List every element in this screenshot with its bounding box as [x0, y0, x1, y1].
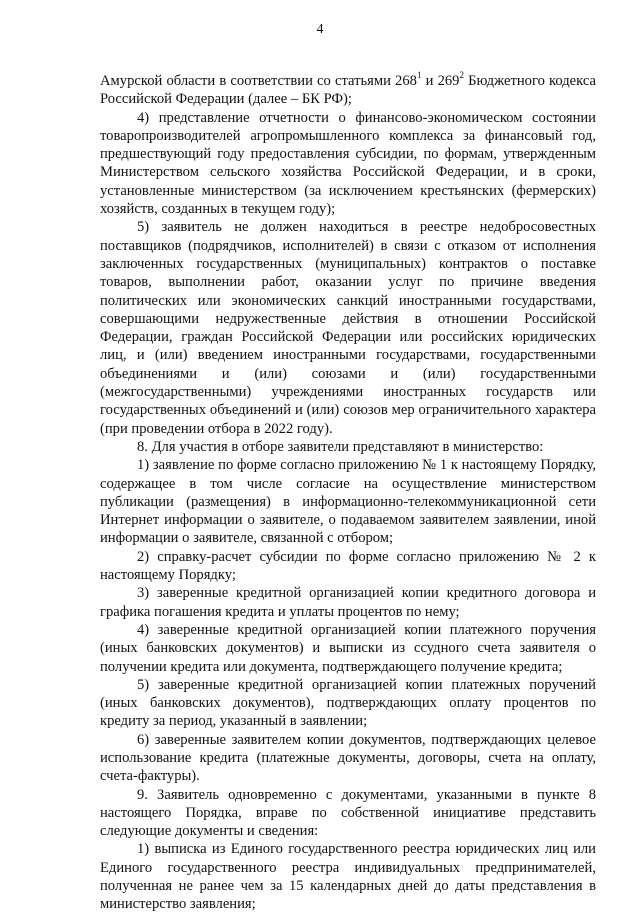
paragraph-item-4: 4) представление отчетности о финансово-экономическом состоянии товаропроизводителей агропромышленного комплекса за финансовый год, предшествующий году предоставления субсидии, по формам, утвержденным Министерством сельского хозяйства Российской Федерации, и в сроки, установленные министерством (за исключением крестьянских (фермерских) хозяйств, созданных в текущем году);: [100, 109, 596, 218]
paragraph-item-5: 5) заявитель не должен находиться в реестре недобросовестных поставщиков (подрядчиков, исполнителей) в связи с отказом от исполнения заключенных государственных (муниципальных) контрактов о поставке товаров, выполнении работ, оказании услуг по причине введения политических или экономических санкций иностранными государствами, совершающими недружественные действия в отношении Российской Федерации, граждан Российской Федерации или российских юридических лиц, и (или) введением иностранными государствами, государственными объединениями и (или) союзами и (или) государственными (межгосударственными) учреждениями иностранных государств или государственных объединений и (или) союзов мер ограничительного характера (при проведении отбора в 2022 году).: [100, 219, 596, 437]
paragraph-section-9: 9. Заявитель одновременно с документами, указанными в пункте 8 настоящего Порядка, вправе по собственной инициативе представить следующие документы и сведения:: [100, 786, 596, 840]
document-body: [100, 72, 596, 914]
page-number: 4: [316, 22, 324, 37]
paragraph-section-8: 8. Для участия в отборе заявители представляют в министерство:: [137, 438, 544, 455]
paragraph-text: Амурской области в соответствии со статьями 268: [100, 73, 417, 89]
paragraph-item-5b: 5) заверенные кредитной организацией копии платежных поручений (иных банковских документов), подтверждающих оплату процентов по кредиту за период, указанный в заявлении;: [100, 676, 596, 730]
paragraph-item-3: 3) заверенные кредитной организацией копии кредитного договора и графика погашения кредита и уплаты процентов по нему;: [100, 585, 596, 620]
superscript-1: 1: [416, 70, 422, 81]
paragraph-item-2: 2) справку-расчет субсидии по форме согласно приложению № 2 к настоящему Порядку;: [100, 548, 596, 584]
paragraph-item-1: 1) заявление по форме согласно приложению № 1 к настоящему Порядку, содержащее в том числе согласие на осуществление министерством публикации (размещения) в информационно-телекоммуникационной сети Интернет информации о заявителе, о подаваемом заявителем заявлении, иной информации о заявителе, связанной с отбором;: [100, 457, 596, 547]
superscript-2: 2: [459, 70, 464, 81]
paragraph-item-6: 6) заверенные заявителем копии документов, подтверждающих целевое использование кредита (платежные документы, договоры, счета на оплату, счета-фактуры).: [100, 731, 596, 785]
paragraph-item-4b: 4) заверенные кредитной организацией копии платежного поручения (иных банковских документов) и выписки из ссудного счета заявителя о получении кредита или документа, подтверждающего получение кредита;: [100, 621, 596, 675]
paragraph-item-1b: 1) выписка из Единого государственного реестра юридических лиц или Единого государственного реестра индивидуальных предпринимателей, полученная не ранее чем за 15 календарных дней до даты представления в министерство заявления;: [100, 841, 596, 913]
paragraph-text: Бюджетного кодекса Российской Федерации (далее – БК РФ);: [100, 73, 597, 108]
paragraph-text: и 269: [421, 73, 460, 89]
paragraph-continuation: [100, 72, 596, 109]
